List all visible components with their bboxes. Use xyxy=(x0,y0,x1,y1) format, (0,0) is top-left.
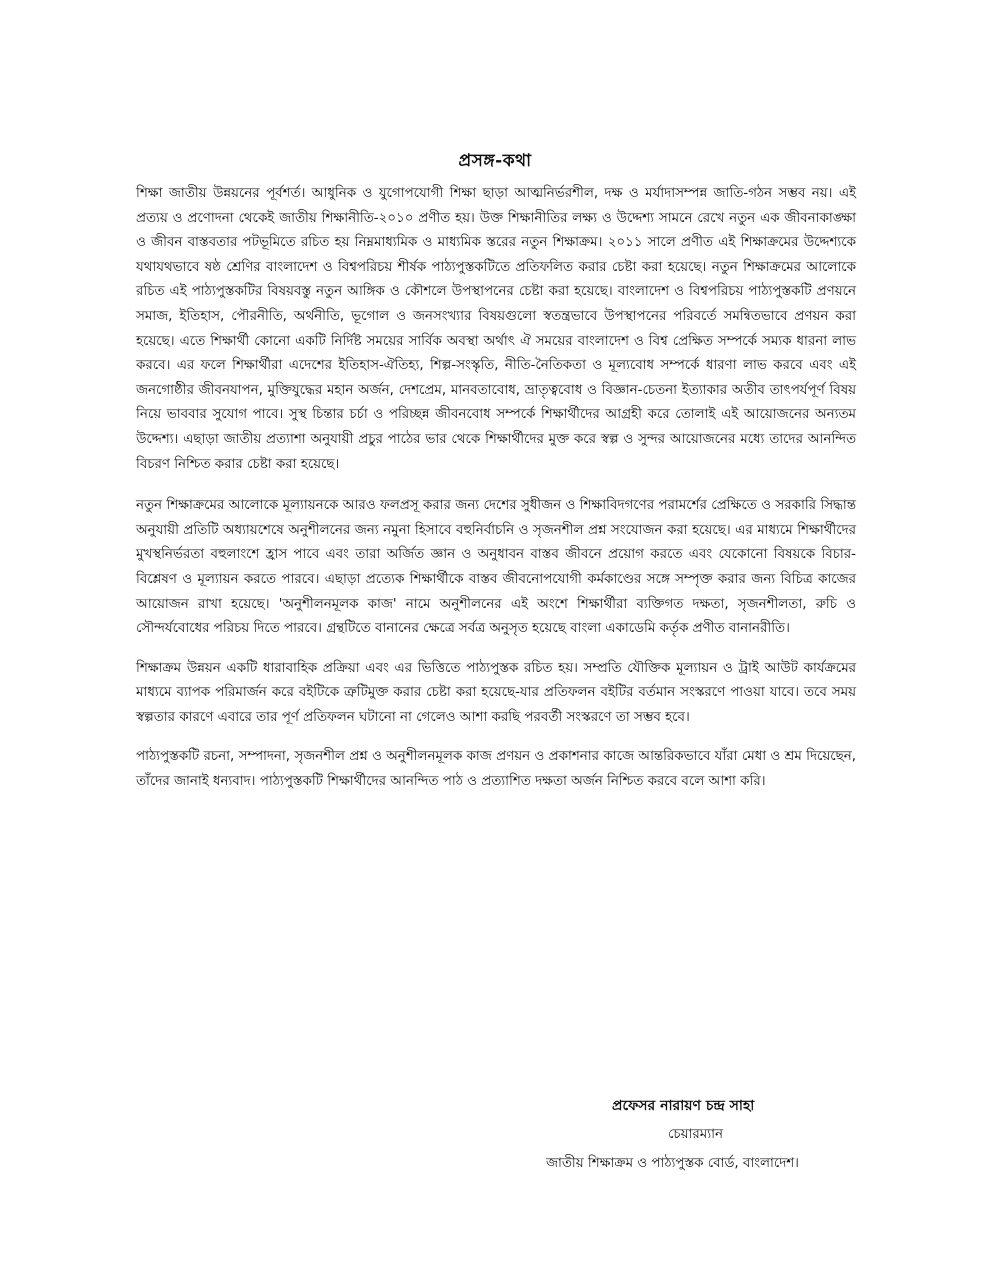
paragraph-1: শিক্ষা জাতীয় উন্নয়নের পূর্বশর্ত। আধুনিক ও যুগোপযোগী শিক্ষা ছাড়া আত্মনির্ভরশীল, দক্ষ ও মর্যাদাসম্পন্ন জাতি-গঠন সম্ভব নয়। এই প্রত্যয় ও প্রণোদনা থেকেই জাতীয় শিক্ষানীতি-২০১০ প্রণীত হয়। উক্ত শিক্ষানীতির লক্ষ্য ও উদ্দেশ্য সামনে রেখে নতুন এক জীবনাকাঙ্ক্ষা ও জীবন বাস্তবতার পটভূমিতে রচিত হয় নিম্নমাধ্যমিক ও মাধ্যমিক স্তরের নতুন শিক্ষাক্রম। ২০১১ সালে প্রণীত এই শিক্ষাক্রমের উদ্দেশ্যকে যথাযথভাবে ষষ্ঠ শ্রেণির বাংলাদেশ ও বিশ্বপরিচয় শীর্ষক পাঠ্যপুস্তকটিতে প্রতিফলিত করার চেষ্টা করা হয়েছে। নতুন শিক্ষাক্রমের আলোকে রচিত এই পাঠ্যপুস্তকটির বিষয়বস্তু নতুন আঙ্গিক ও কৌশলে উপস্থাপনের চেষ্টা করা হয়েছে। বাংলাদেশ ও বিশ্বপরিচয় পাঠ্যপুস্তকটি প্রণয়নে সমাজ, ইতিহাস, পৌরনীতি, অর্থনীতি, ভূগোল ও জনসংখ্যার বিষয়গুলো স্বতন্ত্রভাবে উপস্থাপনের পরিবর্তে সমন্বিতভাবে প্রণয়ন করা হয়েছে। এতে শিক্ষার্থী কোনো একটি নির্দিষ্ট সময়ের সার্বিক অবস্থা অর্থাৎ ঐ সময়ের বাংলাদেশ ও বিশ্ব প্রেক্ষিত সম্পর্কে সম্যক ধারনা লাভ করবে। এর ফলে শিক্ষার্থীরা এদেশের ইতিহাস-ঐতিহ্য, শিল্প-সংস্কৃতি, নীতি-নৈতিকতা ও মূল্যবোধ সম্পর্কে ধারণা লাভ করবে এবং এই জনগোষ্ঠীর জীবনযাপন, মুক্তিযুদ্ধের মহান অর্জন, দেশপ্রেম, মানবতাবোধ, ভ্রাতৃত্ববোধ ও বিজ্ঞান-চেতনা ইত্যাকার অতীব তাৎপর্যপূর্ণ বিষয় নিয়ে ভাববার সুযোগ পাবে। সুস্থ চিন্তার চর্চা ও পরিচ্ছন্ন জীবনবোধ সম্পর্কে শিক্ষার্থীদের আগ্রহী করে তোলাই এই আয়োজনের অন্যতম উদ্দেশ্য। এছাড়া জাতীয় প্রত্যাশা অনুযায়ী প্রচুর পাঠের ভার থেকে শিক্ষার্থীদের মুক্ত করে স্বল্প ও সুন্দর আয়োজনের মধ্যে তাদের আনন্দিত বিচরণ নিশ্চিত করার চেষ্টা করা হয়েছে। xyxy=(136,186,856,472)
paragraph-3: শিক্ষাক্রম উন্নয়ন একটি ধারাবাহিক প্রক্রিয়া এবং এর ভিত্তিতে পাঠ্যপুস্তক রচিত হয়। সম্প্রতি যৌক্তিক মূল্যায়ন ও ট্রাই আউট কার্যক্রমের মাধ্যমে ব্যাপক পরিমার্জন করে বইটিকে ত্রুটিমুক্ত করার চেষ্টা করা হয়েছে-যার প্রতিফলন বইটির বর্তমান সংস্করণে পাওয়া যাবে। তবে সময় স্বল্পতার কারণে এবারে তার পূর্ণ প্রতিফলন ঘটানো না গেলেও আশা করছি পরবর্তী সংস্করণে তা সম্ভব হবে। xyxy=(136,660,856,725)
document-title: প্রসঙ্গ-কথা xyxy=(458,151,532,171)
paragraph-4: পাঠ্যপুস্তকটি রচনা, সম্পাদনা, সৃজনশীল প্রশ্ন ও অনুশীলনমূলক কাজ প্রণয়ন ও প্রকাশনার কাজে আন্তরিকভাবে যাঁরা মেধা ও শ্রম দিয়েছেন, তাঁদের জানাই ধন্যবাদ। পাঠ্যপুস্তকটি শিক্ষার্থীদের আনন্দিত পাঠ ও প্রত্যাশিত দক্ষতা অর্জন নিশ্চিত করবে বলে আশা করি। xyxy=(136,749,856,790)
paragraph-2: নতুন শিক্ষাক্রমের আলোকে মূল্যায়নকে আরও ফলপ্রসূ করার জন্য দেশের সুধীজন ও শিক্ষাবিদগণের পরামর্শের প্রেক্ষিতে ও সরকারি সিদ্ধান্ত অনুযায়ী প্রতিটি অধ্যায়শেষে অনুশীলনের জন্য নমুনা হিসাবে বহুনির্বাচনি ও সৃজনশীল প্রশ্ন সংযোজন করা হয়েছে। এর মাধ্যমে শিক্ষার্থীদের মুখস্থনির্ভরতা বহুলাংশে হ্রাস পাবে এবং তারা অর্জিত জ্ঞান ও অনুধাবন বাস্তব জীবনে প্রয়োগ করতে এবং যেকোনো বিষয়কে বিচার-বিশ্লেষণ ও মূল্যায়ন করতে পারবে। এছাড়া প্রত্যেক শিক্ষার্থীকে বাস্তব জীবনোপযোগী কর্মকাণ্ডের সঙ্গে সম্পৃক্ত করার জন্য বিচিত্র কাজের আয়োজন রাখা হয়েছে। 'অনুশীলনমূলক কাজ' নামে অনুশীলনের এই অংশে শিক্ষার্থীরা ব্যক্তিগত দক্ষতা, সৃজনশীলতা, রুচি ও সৌন্দর্যবোধের পরিচয় দিতে পারবে। গ্রন্থটিতে বানানের ক্ষেত্রে সর্বত্র অনুসৃত হয়েছে বাংলা একাডেমি কর্তৃক প্রণীত বানানরীতি। xyxy=(136,498,856,637)
signature-name: প্রফেসর নারায়ণ চন্দ্র সাহা xyxy=(612,1098,755,1114)
document-body xyxy=(136,182,856,809)
signature-organization: জাতীয় শিক্ষাক্রম ও পাঠ্যপুস্তক বোর্ড, বাংলাদেশ। xyxy=(546,1156,799,1171)
signature-role: চেয়ারম্যান xyxy=(668,1127,723,1142)
